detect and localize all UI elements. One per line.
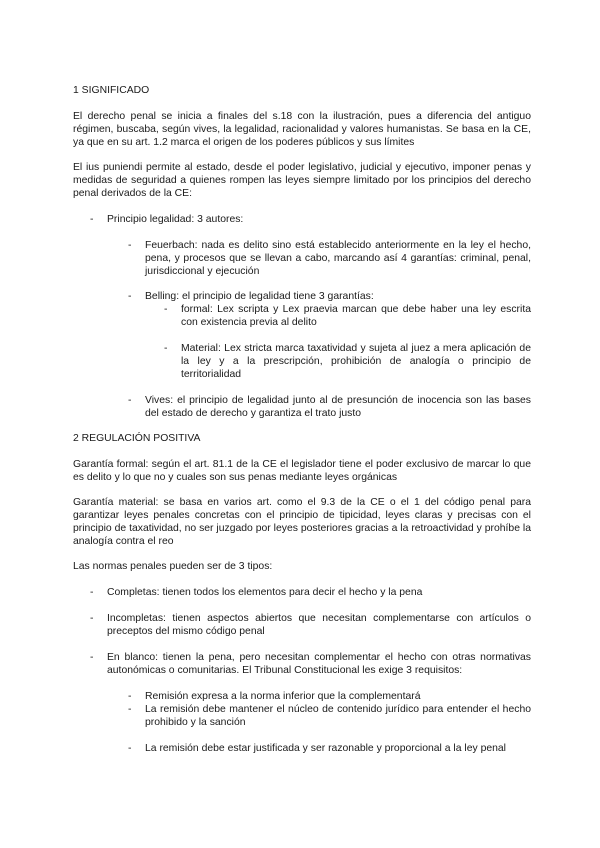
paragraph-garantia-formal: Garantía formal: según el art. 81.1 de la CE el legislador tiene el poder exclusivo de marcar lo que es delito y lo que no y cuales son sus penas mediante leyes orgánicas xyxy=(73,459,531,483)
bullet-dash: - xyxy=(128,704,132,715)
section-heading-regulacion-positiva: 2 REGULACIÓN POSITIVA xyxy=(73,433,201,444)
belling-garantia-material-text: Material: Lex stricta marca taxatividad y sujeta al juez a mera aplicación de la ley y a la prescripción, prohibición de analogía o principio de territorialidad xyxy=(181,343,531,380)
author-vives xyxy=(73,394,531,420)
bullet-dash: - xyxy=(90,587,94,598)
tipo-incompletas xyxy=(73,612,531,638)
tipo-incompletas-text: Incompletas: tienen aspectos abiertos que necesitan complementarse con artículos o preceptos del mismo código penal xyxy=(107,613,531,637)
paragraph-garantia-material: Garantía material: se basa en varios art. como el 9.3 de la CE o el 1 del código penal para garantizar leyes penales concretas con el principio de tipicidad, leyes claras y precisas con el principio de taxatividad, no ser juzgado por leyes posteriores gracias a la retroactividad y prohíbe la analogía contra el reo xyxy=(73,497,531,547)
author-belling xyxy=(73,290,531,303)
bullet-dash: - xyxy=(90,613,94,624)
author-feuerbach xyxy=(73,239,531,278)
tipo-completas-text: Completas: tienen todos los elementos para decir el hecho y la pena xyxy=(107,587,423,598)
requisito-justificada xyxy=(73,742,531,755)
tipo-en-blanco-text: En blanco: tienen la pena, pero necesitan complementar el hecho con otras normativas autonómicas o comunitarias. El Tribunal Constitucional les exige 3 requisitos: xyxy=(107,652,531,676)
bullet-dash: - xyxy=(90,214,94,225)
bullet-dash: - xyxy=(90,652,94,663)
bullet-dash: - xyxy=(164,343,168,354)
tipo-completas xyxy=(73,586,531,599)
belling-garantia-formal-text: formal: Lex scripta y Lex praevia marcan que debe haber una ley escrita con existencia previa al delito xyxy=(181,304,531,328)
bullet-principio-legalidad xyxy=(73,213,531,226)
author-feuerbach-text: Feuerbach: nada es delito sino está establecido anteriormente en la ley el hecho, pena, y procesos que se llevan a cabo, marcando así 4 garantías: criminal, penal, jurisdiccional y ejecución xyxy=(145,240,531,277)
paragraph-ius-puniendi: El ius puniendi permite al estado, desde el poder legislativo, judicial y ejecutivo, imponer penas y medidas de seguridad a quienes rompen las leyes siempre limitado por los principios del derecho penal derivados de la CE: xyxy=(73,162,531,199)
requisito-justificada-text: La remisión debe estar justificada y ser razonable y proporcional a la ley penal xyxy=(145,743,506,754)
section-heading-significado: 1 SIGNIFICADO xyxy=(73,85,150,96)
requisito-nucleo-contenido-text: La remisión debe mantener el núcleo de contenido jurídico para entender el hecho prohibido y la sanción xyxy=(145,704,531,728)
requisito-remision-expresa xyxy=(73,690,531,703)
bullet-dash: - xyxy=(128,743,132,754)
belling-garantia-material xyxy=(73,342,531,381)
document-page xyxy=(73,84,531,755)
bullet-dash: - xyxy=(164,304,168,315)
paragraph-tipos-intro: Las normas penales pueden ser de 3 tipos: xyxy=(73,561,273,572)
bullet-dash: - xyxy=(128,691,132,702)
paragraph-origen: El derecho penal se inicia a finales del s.18 con la ilustración, pues a diferencia del antiguo régimen, buscaba, según vives, la legalidad, racionalidad y valores humanistas. Se basa en la CE, ya que en su art. 1.2 marca el origen de los poderes públicos y sus límites xyxy=(73,111,531,148)
author-vives-text: Vives: el principio de legalidad junto al de presunción de inocencia son las bases del estado de derecho y garantiza el trato justo xyxy=(145,395,531,419)
author-belling-text: Belling: el principio de legalidad tiene 3 garantías: xyxy=(145,291,374,302)
bullet-principio-legalidad-text: Principio legalidad: 3 autores: xyxy=(107,214,244,225)
bullet-dash: - xyxy=(128,240,132,251)
requisito-remision-expresa-text: Remisión expresa a la norma inferior que la complementará xyxy=(145,691,421,702)
tipo-en-blanco xyxy=(73,651,531,677)
belling-garantia-formal xyxy=(73,303,531,329)
bullet-dash: - xyxy=(128,291,132,302)
requisito-nucleo-contenido xyxy=(73,703,531,729)
bullet-dash: - xyxy=(128,395,132,406)
